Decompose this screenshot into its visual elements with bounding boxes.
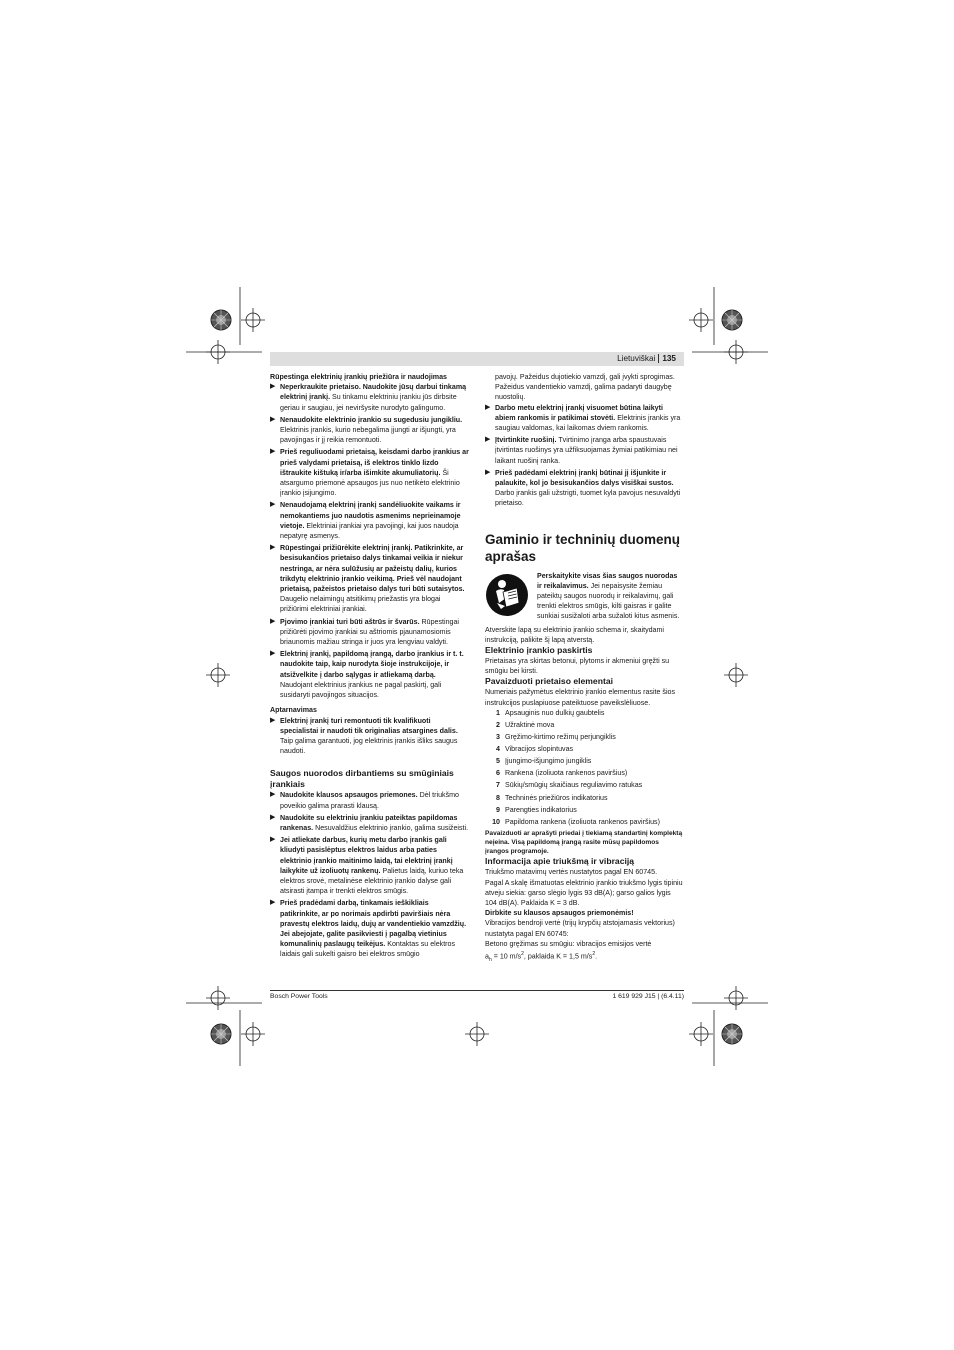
bullet-arrow-icon: ▶ <box>270 791 276 799</box>
bullet-item: ▶ Elektrinį įrankį, papildomą įrangą, darbo įrankius ir t. t. naudokite taip, kaip nurodyta šioje instrukcijoje, ir atsižvelkite į darbo sąlygas ir atliekamą darbą. Naudojant elektrinius įrankius ne pagal paskirtį, gali susidaryti pavojingos situacijos. <box>270 650 464 700</box>
read-manual-icon <box>485 573 529 617</box>
section-title-noise: Informacija apie triukšmą ir vibraciją <box>485 856 635 867</box>
bullet-arrow-icon: ▶ <box>485 436 491 444</box>
bullet-arrow-icon: ▶ <box>270 617 276 625</box>
bullet-arrow-icon: ▶ <box>485 403 491 411</box>
noise-levels: Pagal A skalę išmatuotas elektrinio įrankio triukšmo lygis tipiniu atveju siekia: garso slėgio lygis 93 dB(A); garso galios lygis 104 dB(A). Paklaida K = 3 dB. <box>485 878 683 908</box>
vibration-values: $a_h = 10$ $m/s^2$, paklaida K = 1,5 $m/s^2$. <box>485 951 598 963</box>
section-title-impact-tools: Saugos nuorodos dirbantiems su smūginiais įrankiais <box>270 768 454 790</box>
accessory-note: Pavaizduoti ar aprašyti priedai į tiekiamą standartinį komplektą neįeina. Visą papildomą įrangą rasite mūsų papildomos įrangos programoje. <box>485 829 683 856</box>
list-item: 5 Įjungimo-išjungimo jungiklis <box>496 757 592 766</box>
elements-list <box>485 708 684 827</box>
page-number: 135 <box>662 354 676 363</box>
bullet-item: ▶ Nenaudokite elektrinio įrankio su sugedusiu jungikliu. Elektrinis įrankis, kurio nebegalima įjungti ar išjungti, yra pavojingas ir jį reikia remontuoti. <box>270 415 463 445</box>
continued-text: pavojų. Pažeidus dujotiekio vamzdį, gali įvykti sprogimas. Pažeidus vandentiekio vamzdį, galima padaryti daugybę nuostolių. <box>495 373 675 402</box>
main-heading: Gaminio ir techninių duomenų aprašas <box>485 531 681 564</box>
footer-doc-number: 1 619 929 J15 | (6.4.11) <box>612 993 684 1000</box>
bullet-item: ▶ Naudokite su elektriniu įrankiu pateiktas papildomas rankenas. Nesuvaldžius elektrinio įrankio, galima susižeisti. <box>270 813 469 832</box>
section-title-care: Rūpestinga elektrinių įrankių priežiūra ir naudojimas <box>270 373 447 381</box>
bullet-arrow-icon: ▶ <box>270 899 276 907</box>
bullet-arrow-icon: ▶ <box>270 415 276 423</box>
left-column <box>270 372 469 962</box>
bullet-item: ▶ Jei atliekate darbus, kurių metu darbo įrankis gali kliudyti pasislėptus elektros laidus arba paties elektrinio įrankio maitinimo laidą, tai elektrinį įrankį laikykite už izoliuotų rankenų. Palietus laidą, kuriuo teka elektros srovė, metalinėse elektrinio įrankio dalyse gali atsirasti įtampa ir trenkti elektros smūgis. <box>270 836 464 896</box>
vibration-drilling: Betono gręžimas su smūgiu: vibracijos emisijos vertė <box>485 939 652 948</box>
purpose-text: Prietaisas yra skirtas betonui, plytoms ir akmeniui gręžti su smūgiu bei kirsti. <box>485 657 670 676</box>
bullet-arrow-icon: ▶ <box>270 813 276 821</box>
bullet-arrow-icon: ▶ <box>485 468 491 476</box>
footer-divider <box>270 990 684 991</box>
list-item: 3 Gręžimo-kirtimo režimų perjungiklis <box>496 733 616 742</box>
list-item: 7 Sūkių/smūgių skaičiaus reguliavimo ratukas <box>496 781 643 790</box>
bullet-item: ▶ Prieš reguliuodami prietaisą, keisdami darbo įrankius ar prieš valydami prietaisą, iš elektros tinklo lizdo ištraukite kištuką ir/arba išimkite akumuliatorių. Ši atsargumo priemonė apsaugos jus nuo netikėto elektrinio įrankio įsijungimo. <box>270 448 469 498</box>
bullet-item: ▶ Pjovimo įrankiai turi būti aštrūs ir švarūs. Rūpestingai prižiūrėti pjovimo įrankiai su aštriomis pjaunamosiomis briaunomis mažiau stringa ir juos yra lengviau valdyti. <box>270 617 459 647</box>
bullet-item: ▶ Prieš pradėdami darbą, tinkamais ieškikliais patikrinkite, ar po norimais apdirbti paviršiais nėra pravestų elektros laidų, dujų ar vandentiekio vamzdžių. Jei abejojate, galite pasikviesti į pagalbą vietinius komunalinių paslaugų teikėjus. Kontaktas su elektros laidais gali sukelti gaisro bei elektros smūgio <box>270 899 467 959</box>
list-item: 4 Vibracijos slopintuvas <box>496 745 574 754</box>
header-language: Lietuviškai <box>617 354 656 363</box>
bullet-arrow-icon: ▶ <box>270 501 276 509</box>
manual-page <box>270 352 684 1004</box>
hearing-protection-warning: Dirbkite su klausos apsaugos priemonėmis! <box>485 909 634 918</box>
section-title-service: Aptarnavimas <box>270 706 317 715</box>
noise-standard: Triukšmo matavimų vertės nustatytos pagal EN 60745. <box>485 868 658 877</box>
bullet-item: ▶ Rūpestingai prižiūrėkite elektrinį įrankį. Patikrinkite, ar besisukančios prietaiso dalys tinkamai veikia ir niekur nestringa, ar nėra sulūžusių ar pažeistų dalių, kurios trikdytų elektrinio įrankio veikimą. Prieš vėl naudojant prietaisą, pažeistos prietaiso dalys turi būti sutaisytos. Daugelio nelaimingų atsitikimų priežastis yra blogai prižiūrimi elektriniai įrankiai. <box>270 544 465 614</box>
fold-out-note: Atverskite lapą su elektrinio įrankio schema ir, skaitydami instrukciją, palikite šį lapą atverstą. <box>485 625 664 644</box>
list-item: 2 Užraktinė mova <box>496 720 555 729</box>
bullet-item: ▶ Elektrinį įrankį turi remontuoti tik kvalifikuoti specialistai ir naudoti tik originalias atsargines dalis. Taip galima garantuoti, jog elektrinis įrankis išliks saugus naudoti. <box>270 716 458 756</box>
bullet-arrow-icon: ▶ <box>270 383 276 391</box>
section-title-elements: Pavaizduoti prietaiso elementai <box>485 676 613 687</box>
bullet-item: ▶ Įtvirtinkite ruošinį. Tvirtinimo įranga arba spaustuvais įtvirtintas ruošinys yra užfiksuojamas žymiai patikimiau nei laikant ruošinį ranka. <box>485 436 678 465</box>
elements-intro: Numeriais pažymėtus elektrinio įrankio elementus rasite šios instrukcijos puslapiuose pateiktuose paveikslėliuose. <box>485 688 676 707</box>
header-divider <box>658 354 659 363</box>
list-item: 9 Parengties indikatorius <box>496 805 577 814</box>
section-title-purpose: Elektrinio įrankio paskirtis <box>485 645 593 656</box>
bullet-item: ▶ Darbo metu elektrinį įrankį visuomet būtina laikyti abiem rankomis ir patikimai stovėti. Elektrinis įrankis yra saugiau valdomas, kai laikomas dviem rankomis. <box>485 403 681 433</box>
footer-brand: Bosch Power Tools <box>270 993 328 1000</box>
vibration-standard: Vibracijos bendroji vertė (trijų krypčių atstojamasis vektorius) nustatyta pagal EN 60745: <box>485 919 675 938</box>
bullet-arrow-icon: ▶ <box>270 650 276 658</box>
page-header <box>270 352 684 366</box>
bullet-arrow-icon: ▶ <box>270 836 276 844</box>
list-item: 1 Apsauginis nuo dulkių gaubtelis <box>496 708 605 717</box>
bullet-arrow-icon: ▶ <box>270 544 276 552</box>
list-item: 8 Techninės priežiūros indikatorius <box>496 793 608 802</box>
list-item: 10 Papildoma rankena (izoliuota rankenos paviršius) <box>492 817 660 826</box>
bullet-arrow-icon: ▶ <box>270 448 276 456</box>
right-column <box>485 372 684 965</box>
bullet-item: ▶ Nenaudojamą elektrinį įrankį sandėliuokite vaikams ir nemokantiems juo naudotis asmenims neprieinamoje vietoje. Elektriniai įrankiai yra pavojingi, kai juos naudoja nepatyrę asmenys. <box>270 501 461 541</box>
bullet-item: ▶ Prieš padėdami elektrinį įrankį būtinai jį išjunkite ir palaukite, kol jo besisukančios dalys visiškai sustos. Darbo įrankis gali užstrigti, tuomet kyla pavojus nesuvaldyti prietaiso. <box>485 468 681 508</box>
bullet-item: ▶ Naudokite klausos apsaugos priemones. Dėl triukšmo poveikio galima prarasti klausą. <box>270 791 459 810</box>
bullet-arrow-icon: ▶ <box>270 716 276 724</box>
list-item: 6 Rankena (izoliuota rankenos paviršius) <box>496 769 628 778</box>
bullet-item: ▶ Neperkraukite prietaiso. Naudokite jūsų darbui tinkamą elektrinį įrankį. Su tinkamu elektriniu įrankiu jūs dirbsite geriau ir saugiau, jei neviršysite nurodyto galingumo. <box>270 383 467 412</box>
safety-warning: Perskaitykite visas šias saugos nuorodas ir reikalavimus. Jei nepaisysite žemiau pateiktų saugos nuorodų ir reikalavimų, gali trenkti elektros smūgis, kilti gaisras ir galite sunkiai susižaloti arba sužaloti kitus asmenis. <box>485 571 684 622</box>
